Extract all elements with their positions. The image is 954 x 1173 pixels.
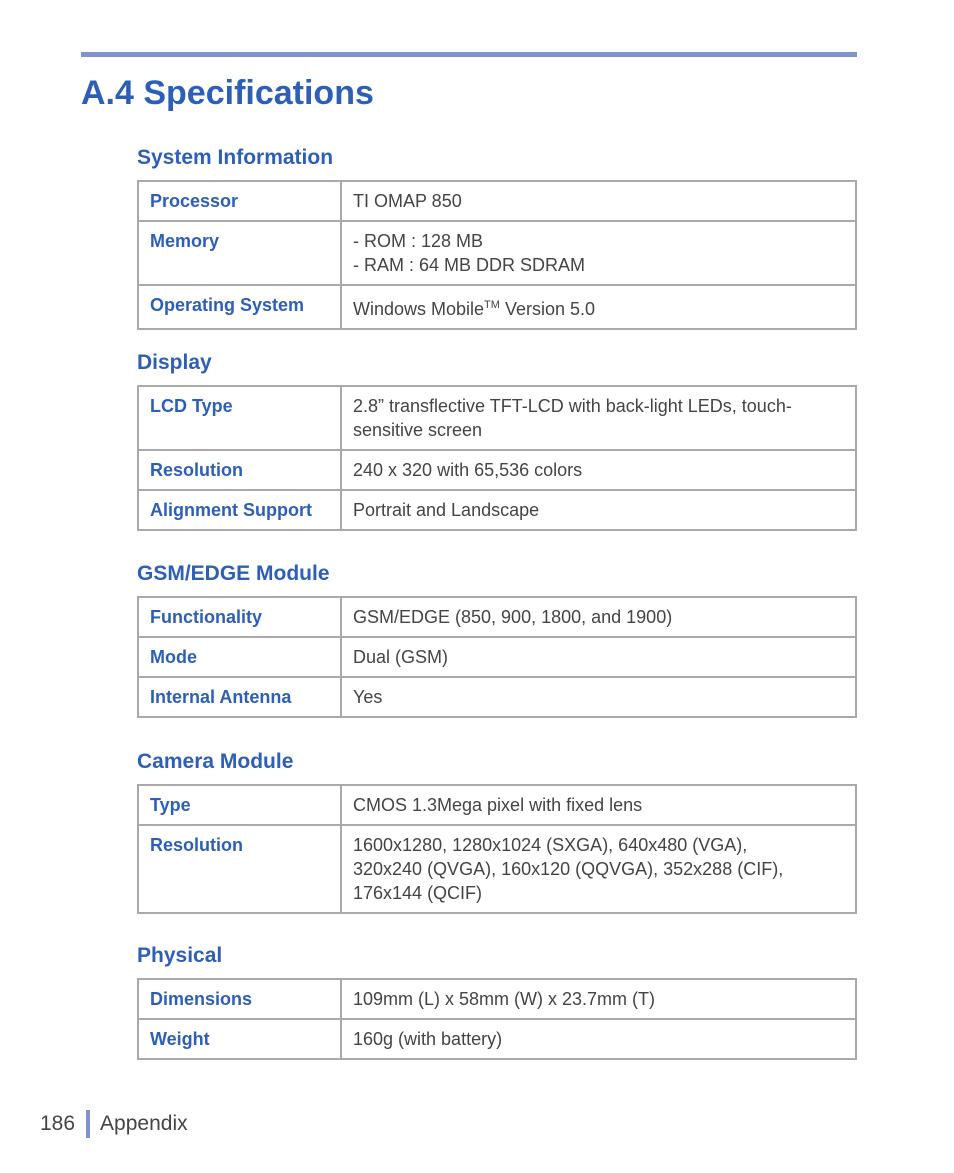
table-row	[138, 181, 856, 221]
spec-value	[341, 450, 856, 490]
value-line: 160g (with battery)	[353, 1029, 503, 1049]
footer-divider	[86, 1110, 90, 1138]
table-row	[138, 1019, 856, 1059]
section-heading: Camera Module	[137, 750, 294, 773]
value-line: - ROM : 128 MB	[353, 231, 484, 251]
spec-value	[341, 221, 856, 285]
section-display	[137, 350, 857, 531]
spec-label: Resolution	[138, 450, 341, 490]
page-title: A.4 Specifications	[81, 74, 374, 112]
section-physical	[137, 943, 857, 1060]
value-line: GSM/EDGE (850, 900, 1800, and 1900)	[353, 607, 673, 627]
page-footer	[40, 1109, 188, 1139]
value-line: CMOS 1.3Mega pixel with fixed lens	[353, 795, 643, 815]
value-line: TI OMAP 850	[353, 191, 462, 211]
section-heading: Display	[137, 351, 212, 374]
spec-table-display	[137, 385, 857, 531]
spec-value	[341, 386, 856, 450]
spec-label: Dimensions	[138, 979, 341, 1019]
spec-value	[341, 785, 856, 825]
header-rule	[81, 52, 857, 57]
value-line: Dual (GSM)	[353, 647, 449, 667]
spec-table-camera	[137, 784, 857, 914]
value-line: - RAM : 64 MB DDR SDRAM	[353, 255, 586, 275]
spec-label: Mode	[138, 637, 341, 677]
section-heading: System Information	[137, 146, 334, 169]
spec-label: Operating System	[138, 285, 341, 329]
spec-value	[341, 181, 856, 221]
section-system-information	[137, 145, 857, 330]
table-row	[138, 386, 856, 450]
spec-table-physical	[137, 978, 857, 1060]
section-gsm-edge-module	[137, 561, 857, 718]
value-line: sensitive screen	[353, 420, 483, 440]
spec-value	[341, 677, 856, 717]
spec-value	[341, 597, 856, 637]
spec-table-gsm-edge	[137, 596, 857, 718]
value-line: 240 x 320 with 65,536 colors	[353, 460, 583, 480]
table-row	[138, 637, 856, 677]
value-line: 2.8” transflective TFT-LCD with back-light LEDs, touch-	[353, 396, 792, 416]
table-row	[138, 785, 856, 825]
spec-value	[341, 637, 856, 677]
footer-label: Appendix	[100, 1112, 188, 1135]
table-row	[138, 285, 856, 329]
spec-label: LCD Type	[138, 386, 341, 450]
section-heading: Physical	[137, 944, 223, 967]
value-line: Version 5.0	[499, 299, 595, 319]
spec-label: Internal Antenna	[138, 677, 341, 717]
table-row	[138, 677, 856, 717]
spec-value	[341, 979, 856, 1019]
spec-value	[341, 825, 856, 913]
spec-label: Processor	[138, 181, 341, 221]
table-row	[138, 825, 856, 913]
spec-label: Resolution	[138, 825, 341, 913]
spec-table-system-information	[137, 180, 857, 330]
spec-label: Weight	[138, 1019, 341, 1059]
value-line: Portrait and Landscape	[353, 500, 540, 520]
value-line: 176x144 (QCIF)	[353, 883, 483, 903]
table-row	[138, 979, 856, 1019]
table-row	[138, 221, 856, 285]
spec-value	[341, 285, 856, 329]
value-line: 320x240 (QVGA), 160x120 (QQVGA), 352x288 (CIF),	[353, 859, 784, 879]
page-number: 186	[40, 1112, 76, 1135]
value-line: 109mm (L) x 58mm (W) x 23.7mm (T)	[353, 989, 656, 1009]
value-line: Yes	[353, 687, 383, 707]
spec-label: Alignment Support	[138, 490, 341, 530]
value-line: Windows Mobile	[353, 299, 485, 319]
spec-label: Type	[138, 785, 341, 825]
section-camera-module	[137, 749, 857, 914]
spec-value	[341, 490, 856, 530]
trademark-mark: TM	[484, 299, 500, 311]
table-row	[138, 450, 856, 490]
spec-label: Memory	[138, 221, 341, 285]
value-line: 1600x1280, 1280x1024 (SXGA), 640x480 (VGA),	[353, 835, 748, 855]
table-row	[138, 597, 856, 637]
spec-value	[341, 1019, 856, 1059]
section-heading: GSM/EDGE Module	[137, 562, 330, 585]
table-row	[138, 490, 856, 530]
spec-label: Functionality	[138, 597, 341, 637]
